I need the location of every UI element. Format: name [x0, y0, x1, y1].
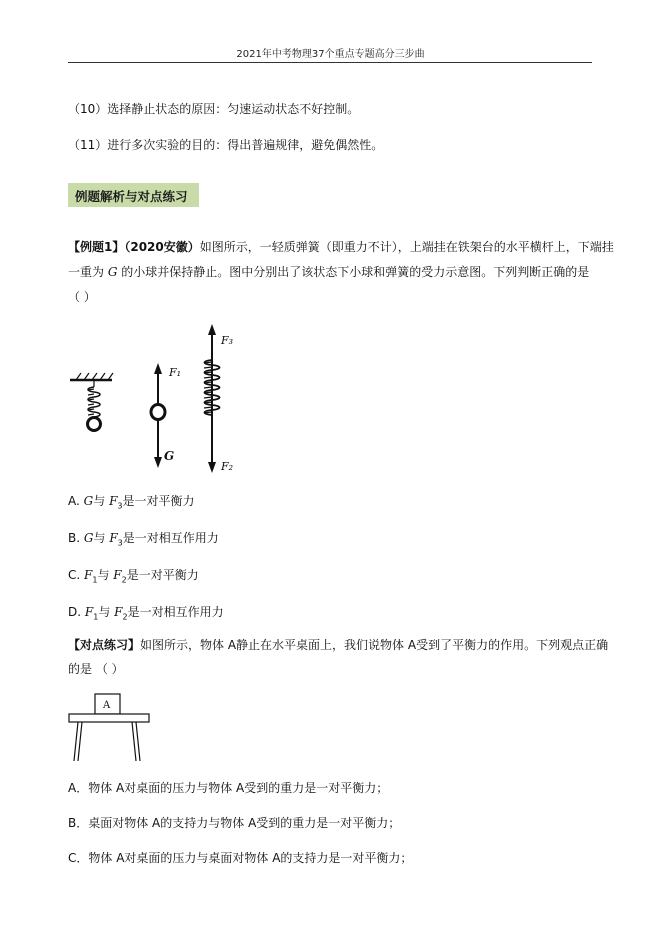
- option-sub: 1: [93, 612, 99, 622]
- practice-option-a[interactable]: A．物体 A对桌面的压力与物体 A受到的重力是一对平衡力；: [68, 781, 389, 795]
- example-line-1: [68, 239, 614, 255]
- table-diagram: [68, 686, 158, 764]
- practice-text-1: 如图所示，物体 A静止在水平桌面上，我们说物体 A受到了平衡力的作用。下列观点正确: [140, 638, 609, 652]
- note-10: [68, 101, 359, 117]
- option-var: G: [83, 531, 94, 545]
- option-letter: C.: [68, 568, 81, 582]
- practice-option-b[interactable]: B．桌面对物体 A的支持力与物体 A受到的重力是一对平衡力；: [68, 816, 401, 830]
- label-f2: F₂: [221, 460, 234, 473]
- option-b[interactable]: [68, 530, 219, 551]
- option-c[interactable]: [68, 567, 199, 588]
- note-number: （11）: [68, 138, 108, 152]
- option-var: F: [114, 605, 123, 619]
- option-a[interactable]: [68, 493, 195, 514]
- practice-line-1: [68, 637, 608, 653]
- option-var: F: [84, 605, 94, 619]
- table-top: [69, 714, 149, 722]
- practice-line-2: 的是 （ ）: [68, 662, 124, 676]
- option-letter: D.: [68, 605, 82, 619]
- option-mid: 与: [97, 568, 110, 582]
- option-var: F: [84, 568, 93, 582]
- header-rule: [68, 62, 592, 63]
- option-d[interactable]: [68, 604, 224, 625]
- option-sub: 2: [122, 612, 128, 622]
- option-var: G: [83, 494, 94, 508]
- example-line-2: [68, 264, 589, 280]
- option-var: F: [113, 568, 122, 582]
- note-11: [68, 137, 383, 153]
- page-header: 2021年中考物理37个重点专题高分三步曲: [236, 49, 425, 60]
- example-bracket: （ ）: [68, 290, 96, 304]
- support-bar: [70, 373, 113, 380]
- example-source: （2020安徽）: [124, 240, 200, 254]
- practice-option-c[interactable]: C．物体 A对桌面的压力与桌面对物体 A的支持力是一对平衡力；: [68, 851, 413, 865]
- option-sub: 3: [117, 501, 123, 511]
- spring-force-body: [204, 324, 233, 473]
- label-g: G: [164, 449, 175, 463]
- spring-force-diagram: [68, 320, 258, 480]
- note-text: 进行多次实验的目的：得出普遍规律，避免偶然性。: [107, 138, 384, 152]
- option-letter: A.: [68, 494, 80, 508]
- note-number: （10）: [68, 102, 108, 116]
- option-letter: B.: [68, 531, 81, 545]
- ball-force-diagram: [151, 363, 181, 468]
- label-f3: F₃: [221, 334, 234, 347]
- ball: [88, 418, 101, 431]
- option-text: 是一对相互作用力: [122, 531, 219, 545]
- practice-tag: 【对点练习】: [68, 638, 141, 652]
- option-var: F: [109, 494, 118, 508]
- option-text: 是一对平衡力: [126, 568, 199, 582]
- section-title: 例题解析与对点练习: [75, 189, 188, 204]
- option-text: 是一对平衡力: [122, 494, 195, 508]
- example-text-2b: 的小球并保持静止。图中分别出了该状态下小球和弹簧的受力示意图。下列判断正确的是: [117, 265, 590, 279]
- variable-g: G: [107, 265, 118, 279]
- label-f1: F₁: [169, 366, 182, 379]
- option-mid: 与: [93, 494, 106, 508]
- option-sub: 2: [121, 575, 127, 585]
- option-sub: 1: [92, 575, 98, 585]
- option-var: F: [109, 531, 118, 545]
- option-text: 是一对相互作用力: [127, 605, 224, 619]
- option-mid: 与: [98, 605, 111, 619]
- spring-1: [88, 381, 100, 417]
- example-tag: 【例题1】: [68, 240, 125, 254]
- example-text-1: 如图所示，一轻质弹簧（即重力不计），上端挂在铁架台的水平横杆上，下端挂: [199, 240, 614, 254]
- block-a-label: A: [103, 700, 111, 711]
- option-mid: 与: [93, 531, 106, 545]
- option-sub: 3: [117, 538, 123, 548]
- note-text: 选择静止状态的原因：匀速运动状态不好控制。: [107, 102, 360, 116]
- example-text-2a: 一重为: [68, 265, 108, 279]
